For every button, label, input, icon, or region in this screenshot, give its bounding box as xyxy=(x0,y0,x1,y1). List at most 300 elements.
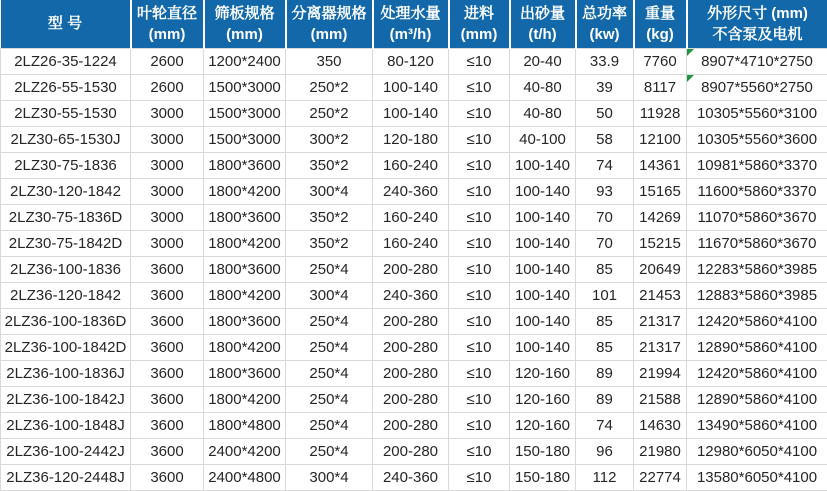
cell-value: 2LZ30-75-1842D xyxy=(9,235,122,252)
cell-separator-size xyxy=(286,256,373,282)
cell-value: 1500*3000 xyxy=(208,79,281,96)
cell-value: ≤10 xyxy=(467,365,492,382)
table-row xyxy=(1,204,827,230)
cell-total-power xyxy=(576,100,634,126)
cell-value: 1200*2400 xyxy=(208,53,281,70)
cell-impeller-diameter xyxy=(131,334,204,360)
cell-weight xyxy=(634,48,687,74)
cell-sand-output xyxy=(510,464,576,490)
column-label: 进料 xyxy=(450,3,509,24)
cell-dimensions xyxy=(687,152,827,178)
cell-value: 3000 xyxy=(150,157,183,174)
column-label: 处理水量 xyxy=(374,3,448,24)
cell-value: 1800*4200 xyxy=(208,339,281,356)
cell-total-power xyxy=(576,334,634,360)
cell-total-power xyxy=(576,178,634,204)
cell-value: 40-100 xyxy=(519,131,566,148)
cell-total-power xyxy=(576,386,634,412)
cell-value: 70 xyxy=(596,209,613,226)
cell-dimensions xyxy=(687,126,827,152)
cell-value: 100-140 xyxy=(515,157,570,174)
cell-water-capacity xyxy=(373,204,449,230)
column-label: 叶轮直径 xyxy=(132,3,203,24)
cell-value: 10981*5860*3370 xyxy=(697,157,817,174)
cell-sand-output xyxy=(510,308,576,334)
cell-value: 2600 xyxy=(150,53,183,70)
cell-value: ≤10 xyxy=(467,79,492,96)
cell-dimensions xyxy=(687,308,827,334)
cell-value: 250*2 xyxy=(309,79,348,96)
cell-value: 20-40 xyxy=(523,53,561,70)
cell-value: 3600 xyxy=(150,443,183,460)
cell-separator-size xyxy=(286,126,373,152)
cell-value: 250*4 xyxy=(309,261,348,278)
cell-feed-size xyxy=(449,412,510,438)
cell-sand-output xyxy=(510,74,576,100)
column-header-separator-size xyxy=(286,0,373,48)
cell-value: 11928 xyxy=(640,105,681,122)
cell-value: 12420*5860*4100 xyxy=(697,365,817,382)
cell-weight xyxy=(634,204,687,230)
cell-screen-size xyxy=(204,438,286,464)
cell-model xyxy=(1,256,131,282)
cell-value: 14361 xyxy=(639,157,681,174)
cell-value: 1800*3600 xyxy=(208,209,281,226)
cell-dimensions xyxy=(687,464,827,490)
cell-dimensions xyxy=(687,334,827,360)
cell-value: 40-80 xyxy=(523,105,561,122)
cell-model xyxy=(1,126,131,152)
cell-dimensions xyxy=(687,100,827,126)
column-unit: (t/h) xyxy=(511,24,575,45)
cell-value: 160-240 xyxy=(383,209,438,226)
cell-value: 250*4 xyxy=(309,365,348,382)
cell-value: 250*4 xyxy=(309,339,348,356)
cell-value: 20649 xyxy=(639,261,681,278)
cell-screen-size xyxy=(204,48,286,74)
column-label: 出砂量 xyxy=(511,3,575,24)
cell-value: 2LZ36-120-2448J xyxy=(6,469,124,486)
cell-separator-size xyxy=(286,74,373,100)
cell-screen-size xyxy=(204,360,286,386)
cell-separator-size xyxy=(286,282,373,308)
cell-value: 2LZ26-35-1224 xyxy=(14,53,117,70)
cell-model xyxy=(1,386,131,412)
cell-model xyxy=(1,360,131,386)
cell-feed-size xyxy=(449,126,510,152)
cell-value: 200-280 xyxy=(383,261,438,278)
table-row xyxy=(1,412,827,438)
cell-value: 96 xyxy=(596,443,613,460)
cell-model xyxy=(1,230,131,256)
cell-sand-output xyxy=(510,438,576,464)
cell-water-capacity xyxy=(373,308,449,334)
cell-value: 100-140 xyxy=(515,313,570,330)
cell-value: 150-180 xyxy=(515,443,570,460)
cell-value: 2LZ36-100-1836J xyxy=(6,365,124,382)
column-unit: 不含泵及电机 xyxy=(688,24,827,45)
cell-value: 2LZ26-55-1530 xyxy=(14,79,117,96)
cell-value: 2LZ30-55-1530 xyxy=(14,105,117,122)
cell-screen-size xyxy=(204,412,286,438)
cell-impeller-diameter xyxy=(131,282,204,308)
cell-water-capacity xyxy=(373,178,449,204)
table-row xyxy=(1,464,827,490)
header-row xyxy=(1,0,827,48)
cell-separator-size xyxy=(286,100,373,126)
cell-water-capacity xyxy=(373,438,449,464)
cell-value: 100-140 xyxy=(515,235,570,252)
cell-feed-size xyxy=(449,100,510,126)
cell-dimensions xyxy=(687,438,827,464)
cell-value: 80-120 xyxy=(387,53,434,70)
cell-model xyxy=(1,74,131,100)
cell-weight xyxy=(634,100,687,126)
cell-weight xyxy=(634,282,687,308)
cell-value: 70 xyxy=(596,235,613,252)
cell-separator-size xyxy=(286,464,373,490)
cell-value: 200-280 xyxy=(383,313,438,330)
column-header-screen-size xyxy=(204,0,286,48)
cell-sand-output xyxy=(510,334,576,360)
cell-value: 250*4 xyxy=(309,391,348,408)
column-unit: (mm) xyxy=(450,24,509,45)
cell-total-power xyxy=(576,230,634,256)
cell-value: 8907*4710*2750 xyxy=(701,53,813,70)
cell-screen-size xyxy=(204,464,286,490)
cell-value: 10305*5560*3600 xyxy=(697,131,817,148)
cell-value: 2400*4200 xyxy=(208,443,281,460)
cell-sand-output xyxy=(510,204,576,230)
table-row xyxy=(1,126,827,152)
cell-dimensions xyxy=(687,48,827,74)
cell-dimensions xyxy=(687,282,827,308)
cell-value: 1800*3600 xyxy=(208,313,281,330)
cell-dimensions xyxy=(687,204,827,230)
cell-feed-size xyxy=(449,230,510,256)
cell-value: ≤10 xyxy=(467,261,492,278)
cell-value: 21453 xyxy=(639,287,681,304)
cell-value: 3600 xyxy=(150,261,183,278)
table-row xyxy=(1,438,827,464)
cell-model xyxy=(1,334,131,360)
cell-value: 14630 xyxy=(639,417,681,434)
cell-value: ≤10 xyxy=(467,183,492,200)
cell-value: 1500*3000 xyxy=(208,105,281,122)
cell-value: 89 xyxy=(596,391,613,408)
cell-value: 21317 xyxy=(639,313,681,330)
table-row xyxy=(1,256,827,282)
cell-separator-size xyxy=(286,386,373,412)
cell-value: 240-360 xyxy=(383,469,438,486)
cell-value: 100-140 xyxy=(515,287,570,304)
cell-value: ≤10 xyxy=(467,443,492,460)
column-label: 重量 xyxy=(635,3,686,24)
cell-value: 40-80 xyxy=(523,79,561,96)
cell-sand-output xyxy=(510,48,576,74)
cell-value: 101 xyxy=(592,287,617,304)
cell-value: 200-280 xyxy=(383,391,438,408)
column-header-sand-output xyxy=(510,0,576,48)
cell-screen-size xyxy=(204,230,286,256)
cell-water-capacity xyxy=(373,334,449,360)
cell-value: 3600 xyxy=(150,391,183,408)
cell-weight xyxy=(634,308,687,334)
cell-total-power xyxy=(576,308,634,334)
cell-model xyxy=(1,438,131,464)
cell-value: ≤10 xyxy=(467,391,492,408)
cell-separator-size xyxy=(286,204,373,230)
column-header-dimensions xyxy=(687,0,827,48)
cell-model xyxy=(1,48,131,74)
cell-value: 200-280 xyxy=(383,417,438,434)
column-unit: (m³/h) xyxy=(374,24,448,45)
cell-value: 160-240 xyxy=(383,157,438,174)
cell-weight xyxy=(634,256,687,282)
table-row xyxy=(1,308,827,334)
cell-water-capacity xyxy=(373,282,449,308)
column-label: 分离器规格 xyxy=(287,3,372,24)
cell-value: 1800*4200 xyxy=(208,183,281,200)
cell-total-power xyxy=(576,152,634,178)
cell-total-power xyxy=(576,126,634,152)
cell-value: 300*4 xyxy=(309,183,348,200)
cell-value: 1500*3000 xyxy=(208,131,281,148)
cell-screen-size xyxy=(204,74,286,100)
cell-value: 1800*4800 xyxy=(208,417,281,434)
cell-sand-output xyxy=(510,412,576,438)
cell-value: 112 xyxy=(593,469,617,486)
cell-value: 3600 xyxy=(150,417,183,434)
cell-water-capacity xyxy=(373,386,449,412)
cell-feed-size xyxy=(449,308,510,334)
cell-value: 50 xyxy=(596,105,613,122)
cell-total-power xyxy=(576,48,634,74)
cell-value: 2LZ30-75-1836D xyxy=(9,209,122,226)
cell-total-power xyxy=(576,256,634,282)
column-label: 外形尺寸 (mm) xyxy=(688,3,827,24)
cell-value: ≤10 xyxy=(467,53,492,70)
cell-sand-output xyxy=(510,100,576,126)
cell-sand-output xyxy=(510,178,576,204)
cell-value: 350*2 xyxy=(309,235,348,252)
cell-value: 74 xyxy=(596,157,613,174)
cell-value: 11670*5860*3670 xyxy=(697,235,816,252)
cell-model xyxy=(1,464,131,490)
cell-weight xyxy=(634,386,687,412)
cell-model xyxy=(1,282,131,308)
cell-value: 8117 xyxy=(644,79,676,96)
cell-value: 3600 xyxy=(150,287,183,304)
table-row xyxy=(1,100,827,126)
cell-screen-size xyxy=(204,178,286,204)
cell-value: 120-160 xyxy=(515,391,570,408)
cell-sand-output xyxy=(510,230,576,256)
cell-sand-output xyxy=(510,126,576,152)
cell-value: 15165 xyxy=(639,183,681,200)
cell-value: 240-360 xyxy=(383,287,438,304)
cell-feed-size xyxy=(449,438,510,464)
cell-dimensions xyxy=(687,178,827,204)
cell-value: 1800*4200 xyxy=(208,287,281,304)
cell-sand-output xyxy=(510,360,576,386)
cell-screen-size xyxy=(204,308,286,334)
cell-value: 100-140 xyxy=(515,261,570,278)
cell-value: 93 xyxy=(596,183,613,200)
cell-feed-size xyxy=(449,256,510,282)
cell-screen-size xyxy=(204,100,286,126)
cell-total-power xyxy=(576,204,634,230)
cell-value: 120-180 xyxy=(383,131,438,148)
cell-screen-size xyxy=(204,282,286,308)
cell-value: 3000 xyxy=(150,235,183,252)
cell-value: 1800*3600 xyxy=(208,261,281,278)
column-header-water-capacity xyxy=(373,0,449,48)
cell-value: 2LZ36-100-1842D xyxy=(5,339,127,356)
cell-value: 3600 xyxy=(150,469,183,486)
cell-value: 85 xyxy=(596,261,613,278)
cell-value: 100-140 xyxy=(515,339,570,356)
cell-value: 200-280 xyxy=(383,443,438,460)
cell-model xyxy=(1,308,131,334)
cell-weight xyxy=(634,74,687,100)
cell-screen-size xyxy=(204,334,286,360)
cell-weight xyxy=(634,230,687,256)
cell-screen-size xyxy=(204,386,286,412)
cell-value: 150-180 xyxy=(515,469,570,486)
cell-value: 12100 xyxy=(639,131,681,148)
cell-value: 240-360 xyxy=(383,183,438,200)
cell-impeller-diameter xyxy=(131,152,204,178)
cell-value: 12890*5860*4100 xyxy=(697,339,817,356)
cell-value: 250*2 xyxy=(309,105,348,122)
cell-value: 21588 xyxy=(639,391,681,408)
cell-value: 2LZ36-100-1842J xyxy=(6,391,124,408)
cell-value: 2LZ30-120-1842 xyxy=(10,183,121,200)
column-label: 总功率 xyxy=(577,3,633,24)
cell-feed-size xyxy=(449,334,510,360)
cell-value: 12883*5860*3985 xyxy=(697,287,817,304)
cell-value: 120-160 xyxy=(515,417,570,434)
cell-impeller-diameter xyxy=(131,386,204,412)
cell-value: ≤10 xyxy=(467,209,492,226)
cell-total-power xyxy=(576,438,634,464)
cell-value: 2400*4800 xyxy=(208,469,281,486)
cell-impeller-diameter xyxy=(131,178,204,204)
cell-sand-output xyxy=(510,152,576,178)
cell-screen-size xyxy=(204,126,286,152)
cell-value: 350 xyxy=(316,53,341,70)
cell-water-capacity xyxy=(373,230,449,256)
cell-value: ≤10 xyxy=(467,157,492,174)
cell-water-capacity xyxy=(373,48,449,74)
cell-value: 10305*5560*3100 xyxy=(697,105,817,122)
cell-feed-size xyxy=(449,74,510,100)
cell-impeller-diameter xyxy=(131,48,204,74)
cell-value: 200-280 xyxy=(383,365,438,382)
cell-value: 3600 xyxy=(150,339,183,356)
table-body xyxy=(1,48,827,490)
cell-value: 1800*4200 xyxy=(208,391,281,408)
cell-sand-output xyxy=(510,256,576,282)
cell-model xyxy=(1,152,131,178)
cell-water-capacity xyxy=(373,464,449,490)
table-header xyxy=(1,0,827,48)
cell-feed-size xyxy=(449,464,510,490)
cell-value: 3000 xyxy=(150,183,183,200)
cell-model xyxy=(1,204,131,230)
table-row xyxy=(1,48,827,74)
cell-dimensions xyxy=(687,256,827,282)
cell-value: 300*4 xyxy=(309,287,348,304)
cell-value: 11600*5860*3370 xyxy=(697,183,816,200)
table-row xyxy=(1,282,827,308)
cell-model xyxy=(1,100,131,126)
cell-value: 8907*5560*2750 xyxy=(701,79,813,96)
cell-water-capacity xyxy=(373,256,449,282)
cell-impeller-diameter xyxy=(131,464,204,490)
cell-value: 13490*5860*4100 xyxy=(697,417,817,434)
cell-value: 100-140 xyxy=(515,209,570,226)
cell-separator-size xyxy=(286,178,373,204)
cell-dimensions xyxy=(687,360,827,386)
cell-feed-size xyxy=(449,360,510,386)
cell-value: 350*2 xyxy=(309,209,348,226)
cell-value: 300*2 xyxy=(309,131,348,148)
column-unit: (kg) xyxy=(635,24,686,45)
cell-value: 11070*5860*3670 xyxy=(697,209,816,226)
cell-water-capacity xyxy=(373,74,449,100)
cell-value: 300*4 xyxy=(309,469,348,486)
cell-total-power xyxy=(576,282,634,308)
table-row xyxy=(1,230,827,256)
cell-weight xyxy=(634,438,687,464)
cell-feed-size xyxy=(449,282,510,308)
cell-value: 2LZ36-120-1842 xyxy=(10,287,121,304)
cell-value: 89 xyxy=(596,365,613,382)
cell-value: 1800*3600 xyxy=(208,157,281,174)
cell-value: 3600 xyxy=(150,313,183,330)
cell-value: 13580*6050*4100 xyxy=(697,469,817,486)
cell-value: ≤10 xyxy=(467,313,492,330)
cell-dimensions xyxy=(687,74,827,100)
cell-separator-size xyxy=(286,438,373,464)
cell-value: 22774 xyxy=(639,469,681,486)
cell-feed-size xyxy=(449,48,510,74)
green-corner-flag-icon xyxy=(687,75,694,82)
cell-value: 100-140 xyxy=(383,105,438,122)
cell-value: 1800*4200 xyxy=(208,235,281,252)
cell-screen-size xyxy=(204,204,286,230)
cell-impeller-diameter xyxy=(131,204,204,230)
cell-impeller-diameter xyxy=(131,360,204,386)
cell-value: 250*4 xyxy=(309,313,348,330)
table-row xyxy=(1,74,827,100)
cell-value: ≤10 xyxy=(467,469,492,486)
cell-value: 33.9 xyxy=(590,53,619,70)
cell-model xyxy=(1,178,131,204)
cell-impeller-diameter xyxy=(131,438,204,464)
cell-value: ≤10 xyxy=(467,235,492,252)
cell-model xyxy=(1,412,131,438)
cell-water-capacity xyxy=(373,412,449,438)
cell-value: 2600 xyxy=(150,79,183,96)
cell-dimensions xyxy=(687,412,827,438)
cell-water-capacity xyxy=(373,100,449,126)
cell-value: 2LZ36-100-2442J xyxy=(6,443,124,460)
cell-dimensions xyxy=(687,386,827,412)
column-label: 筛板规格 xyxy=(205,3,285,24)
